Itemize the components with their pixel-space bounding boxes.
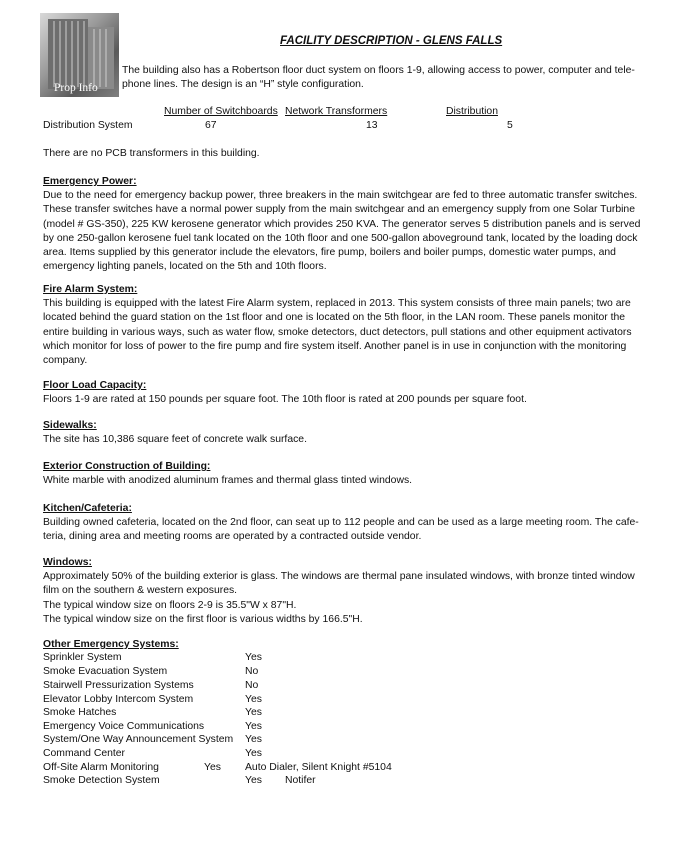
system-value: Yes	[245, 721, 262, 732]
distribution-table	[0, 106, 684, 136]
row-label: Distribution System	[43, 120, 133, 131]
system-value: Yes	[245, 707, 262, 718]
exterior-heading: Exterior Construction of Building:	[43, 461, 211, 472]
system-row	[43, 652, 443, 666]
exterior-body: White marble with anodized aluminum frames and thermal glass tinted windows.	[43, 475, 413, 487]
logo-caption: Prop Info	[54, 82, 98, 94]
windows-heading: Windows:	[43, 557, 92, 568]
system-row	[43, 666, 443, 680]
system-name: Emergency Voice Communications	[43, 721, 205, 732]
sidewalks-body: The site has 10,386 square feet of concrete walk surface.	[43, 434, 307, 446]
value-network-transformers: 13	[366, 120, 378, 131]
system-row	[43, 707, 443, 721]
intro-line-2: phone lines. The design is an “H” style configuration.	[122, 79, 364, 91]
floor-load-body: Floors 1-9 are rated at 150 pounds per square foot. The 10th floor is rated at 200 pounds per square foot.	[43, 394, 527, 406]
floor-load-section	[43, 379, 643, 407]
header-distribution: Distribution	[446, 106, 498, 117]
value-distribution: 5	[507, 120, 513, 131]
page-title: FACILITY DESCRIPTION - GLENS FALLS	[280, 35, 503, 47]
kitchen-section	[43, 502, 643, 545]
kitchen-body: Building owned cafeteria, located on the 2nd floor, can seat up to 112 people and can be used as a large meeting room. The cafe-teria, dining area and meeting rooms are operated by a contracted outside vendor.	[43, 517, 639, 543]
system-name: System/One Way Announcement System	[43, 734, 234, 745]
system-value: No	[245, 680, 259, 691]
system-name: Smoke Evacuation System	[43, 666, 168, 677]
system-value: Yes	[245, 748, 262, 759]
system-row	[43, 680, 443, 694]
fire-alarm-section	[43, 283, 643, 368]
header-switchboards: Number of Switchboards	[164, 106, 278, 117]
system-name: Stairwell Pressurization Systems	[43, 680, 194, 691]
system-value: Yes	[245, 694, 262, 705]
system-detail: Notifer	[285, 775, 316, 786]
system-name: Command Center	[43, 748, 126, 759]
intro-paragraph	[122, 64, 652, 92]
floor-load-heading: Floor Load Capacity:	[43, 380, 147, 391]
fire-alarm-body: This building is equipped with the latest Fire Alarm system, replaced in 2013. This system consists of three main panels; two are located behind the guard station on the 1st floor and one is located on the 5th floor, in the LAN room. These panels monitor the entire building in various ways, such as water flow, smoke detectors, duct detectors, pull stations and other equipment activators which monitor for loss of power to the fire pump and fire system itself. Another panel is in use in conjunction with the monitoring company.	[43, 298, 632, 367]
system-detail: Auto Dialer, Silent Knight #5104	[245, 762, 392, 773]
other-systems-heading: Other Emergency Systems:	[43, 639, 179, 650]
system-value: No	[245, 666, 259, 677]
system-value: Yes	[245, 734, 262, 745]
emergency-power-heading: Emergency Power:	[43, 176, 137, 187]
windows-line-2: The typical window size on floors 2-9 is 35.5"W x 87"H.	[43, 599, 297, 611]
intro-line-1: The building also has a Robertson floor duct system on floors 1-9, allowing access to power, computer and tele-	[122, 65, 635, 76]
system-row	[43, 748, 443, 762]
fire-alarm-heading: Fire Alarm System:	[43, 284, 138, 295]
emergency-power-section	[43, 175, 643, 274]
emergency-power-body: Due to the need for emergency backup power, three breakers in the main switchgear are fed to three automatic transfer switches. These transfer switches have a normal power supply from the main switchgear and an emergency supply from one Solar Turbine (model # GS-350), 225 KW kerosene generator which provides 250 KVA. The generator serves 5 distribution panels and is served by one 250-gallon kerosene fuel tank located on the 10th floor and one 500-gallon aboveground tank, located by the loading dock area. Items supplied by this generator include the elevators, fire pump, boilers and boiler pumps, domestic water pumps, and emergency lighting panels, located on the 5th and 10th floors.	[43, 190, 641, 273]
value-switchboards: 67	[205, 120, 217, 131]
smoke-detection-row	[43, 775, 543, 789]
system-name: Off-Site Alarm Monitoring	[43, 762, 159, 773]
exterior-section	[43, 460, 643, 488]
system-row	[43, 721, 443, 735]
windows-line-3: The typical window size on the first floor is various widths by 166.5"H.	[43, 613, 363, 625]
windows-section	[43, 556, 643, 627]
header-network-transformers: Network Transformers	[285, 106, 388, 117]
system-value: Yes	[245, 775, 262, 786]
system-value: Yes	[245, 652, 262, 663]
system-name: Smoke Detection System	[43, 775, 160, 786]
system-row	[43, 734, 443, 748]
system-name: Elevator Lobby Intercom System	[43, 694, 194, 705]
windows-line-1: Approximately 50% of the building exterior is glass. The windows are thermal pane insulated windows, with bronze tinted window film on the southern & western exposures.	[43, 571, 635, 597]
system-row	[43, 694, 443, 708]
sidewalks-heading: Sidewalks:	[43, 420, 97, 431]
system-name: Smoke Hatches	[43, 707, 117, 718]
system-name: Sprinkler System	[43, 652, 122, 663]
offsite-monitoring-row	[43, 762, 543, 776]
sidewalks-section	[43, 419, 643, 447]
prop-info-logo	[40, 13, 119, 97]
pcb-note: There are no PCB transformers in this building.	[43, 148, 260, 159]
system-value: Yes	[204, 762, 221, 773]
kitchen-heading: Kitchen/Cafeteria:	[43, 503, 132, 514]
